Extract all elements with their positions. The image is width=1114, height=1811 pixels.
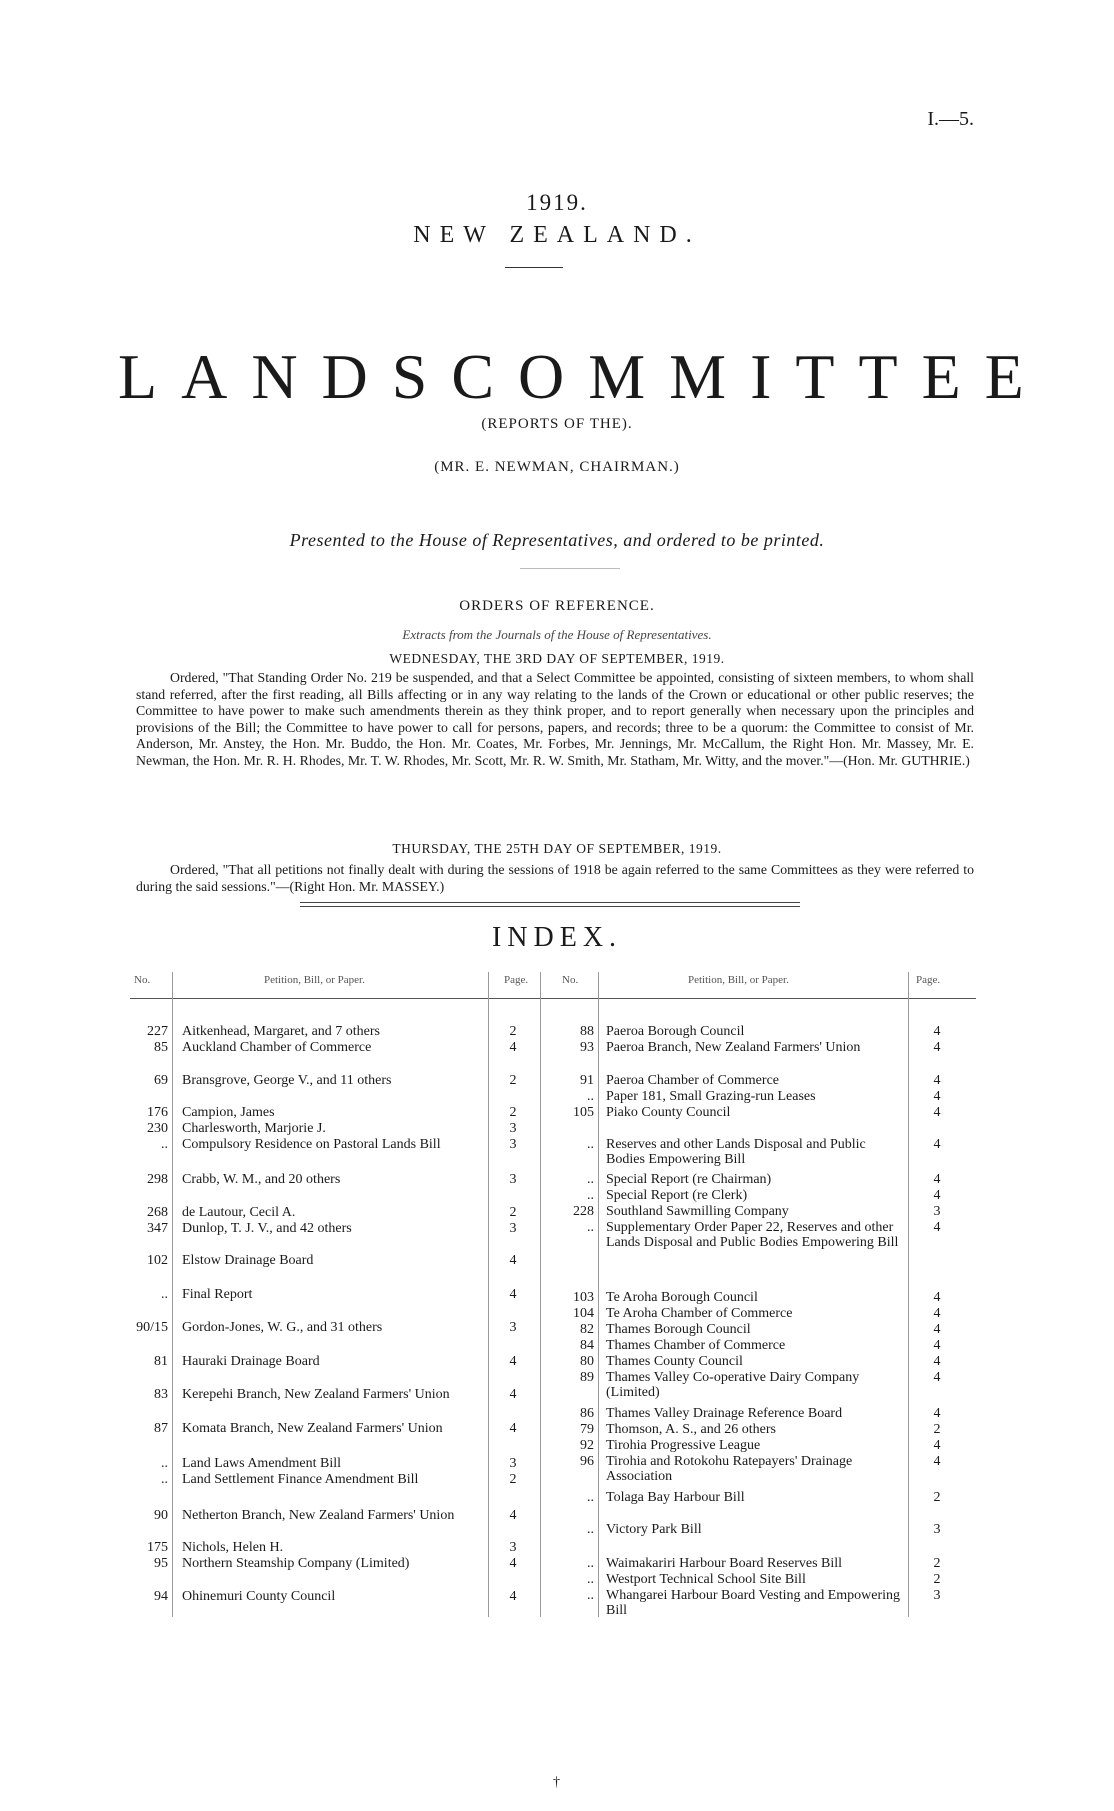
index-entry-name: Thames Borough Council (606, 1322, 751, 1337)
index-page: 4 (933, 1306, 941, 1321)
index-entry-name: Thomson, A. S., and 26 others (606, 1422, 776, 1437)
index-number: .. (587, 1188, 594, 1203)
index-page: 3 (933, 1204, 941, 1219)
index-page: 3 (509, 1540, 517, 1555)
index-number: .. (587, 1556, 594, 1571)
column-divider (598, 972, 599, 1617)
header-petition-left: Petition, Bill, or Paper. (264, 974, 365, 986)
index-entry-name: Paeroa Branch, New Zealand Farmers' Union (606, 1040, 861, 1055)
index-number: 102 (147, 1253, 168, 1268)
index-page: 2 (933, 1556, 941, 1571)
index-number: .. (161, 1472, 168, 1487)
index-page: 4 (509, 1556, 517, 1571)
index-page: 4 (933, 1172, 941, 1187)
index-number: .. (161, 1137, 168, 1152)
index-entry-name: Special Report (re Chairman) (606, 1172, 772, 1187)
index-entry-name: Tirohia and Rotokohu Ratepayers' Drainage Association (606, 1454, 853, 1485)
index-page: 4 (933, 1089, 941, 1104)
index-entry-name: Southland Sawmilling Company (606, 1204, 789, 1219)
index-entry-name: Gordon-Jones, W. G., and 31 others (182, 1320, 383, 1335)
index-entry-name: Land Laws Amendment Bill (182, 1456, 342, 1471)
index-number: 230 (147, 1121, 168, 1136)
divider (520, 568, 620, 569)
index-number: 91 (580, 1073, 594, 1088)
index-entry-name: Special Report (re Clerk) (606, 1188, 748, 1203)
index-number: 93 (580, 1040, 594, 1055)
index-number: 87 (154, 1421, 168, 1436)
index-number: 176 (147, 1105, 168, 1120)
order-date-1: WEDNESDAY, THE 3RD DAY OF SEPTEMBER, 1919. (389, 651, 725, 666)
index-number: .. (587, 1172, 594, 1187)
index-number: .. (587, 1588, 594, 1603)
index-entry-name: Bransgrove, George V., and 11 others (182, 1073, 392, 1088)
index-entry-name: Paeroa Borough Council (606, 1024, 745, 1039)
index-page: 4 (509, 1589, 517, 1604)
index-entry-name: Kerepehi Branch, New Zealand Farmers' Union (182, 1387, 450, 1402)
index-entry-name: Paper 181, Small Grazing-run Leases (606, 1089, 816, 1104)
index-entry-name: Supplementary Order Paper 22, Reserves and other Lands Disposal and Public Bodies Empowering Bill (606, 1220, 899, 1251)
index-page: 2 (509, 1024, 517, 1039)
index-number: 228 (573, 1204, 594, 1219)
index-entry-name: Te Aroha Borough Council (606, 1290, 758, 1305)
index-number: 104 (573, 1306, 594, 1321)
index-number: 84 (580, 1338, 594, 1353)
index-entry-name: Komata Branch, New Zealand Farmers' Union (182, 1421, 443, 1436)
index-page: 4 (933, 1290, 941, 1305)
index-entry-name: Westport Technical School Site Bill (606, 1572, 806, 1587)
orders-heading: ORDERS OF REFERENCE. (459, 598, 655, 614)
index-entry-name: de Lautour, Cecil A. (182, 1205, 296, 1220)
page-reference: I.—5. (927, 108, 974, 130)
index-entry-name: Compulsory Residence on Pastoral Lands Bill (182, 1137, 441, 1152)
index-page: 2 (933, 1572, 941, 1587)
index-entry-name: Hauraki Drainage Board (182, 1354, 320, 1369)
index-number: .. (587, 1490, 594, 1505)
index-number: .. (587, 1522, 594, 1537)
index-number: 347 (147, 1221, 168, 1236)
index-number: 86 (580, 1406, 594, 1421)
index-page: 4 (933, 1338, 941, 1353)
index-number: .. (161, 1456, 168, 1471)
index-number: 96 (580, 1454, 594, 1469)
index-page: 4 (933, 1040, 941, 1055)
index-entry-name: Paeroa Chamber of Commerce (606, 1073, 779, 1088)
index-entry-name: Northern Steamship Company (Limited) (182, 1556, 410, 1571)
subtitle: (REPORTS OF THE). (481, 416, 633, 432)
index-entry-name: Nichols, Helen H. (182, 1540, 284, 1555)
double-divider (300, 902, 800, 907)
column-divider (908, 972, 909, 1617)
index-number: 85 (154, 1040, 168, 1055)
index-number: 88 (580, 1024, 594, 1039)
index-page: 4 (933, 1406, 941, 1421)
index-page: 2 (933, 1490, 941, 1505)
column-divider (488, 972, 489, 1617)
main-title (118, 340, 1048, 414)
index-entry-name: Thames Chamber of Commerce (606, 1338, 786, 1353)
index-title: INDEX. (491, 922, 623, 953)
index-number: 175 (147, 1540, 168, 1555)
index-page: 3 (509, 1456, 517, 1471)
index-number: .. (587, 1220, 594, 1235)
index-number: .. (587, 1572, 594, 1587)
index-page: 4 (933, 1370, 941, 1385)
index-number: 90 (154, 1508, 168, 1523)
column-divider (540, 972, 541, 1617)
index-number: 94 (154, 1589, 168, 1604)
index-entry-name: Netherton Branch, New Zealand Farmers' Union (182, 1508, 455, 1523)
index-page: 3 (933, 1522, 941, 1537)
index-number: 227 (147, 1024, 168, 1039)
index-page: 4 (933, 1354, 941, 1369)
index-page: 4 (933, 1220, 941, 1235)
column-divider (172, 972, 173, 1617)
index-header-rule (130, 998, 976, 999)
index-entry-name: Crabb, W. M., and 20 others (182, 1172, 341, 1187)
index-entry-name: Tirohia Progressive League (606, 1438, 761, 1453)
index-entry-name: Te Aroha Chamber of Commerce (606, 1306, 793, 1321)
index-number: 298 (147, 1172, 168, 1187)
index-page: 3 (509, 1121, 517, 1136)
footer-mark: † (553, 1775, 560, 1790)
index-number: .. (587, 1137, 594, 1152)
index-entry-name: Thames Valley Drainage Reference Board (606, 1406, 843, 1421)
index-page: 2 (509, 1105, 517, 1120)
index-page: 4 (933, 1438, 941, 1453)
index-page: 3 (933, 1588, 941, 1603)
index-entry-name: Reserves and other Lands Disposal and Public Bodies Empowering Bill (606, 1137, 866, 1168)
index-page: 4 (509, 1253, 517, 1268)
index-entry-name: Victory Park Bill (606, 1522, 702, 1537)
index-entry-name: Waimakariri Harbour Board Reserves Bill (606, 1556, 843, 1571)
index-page: 4 (509, 1387, 517, 1402)
index-number: 105 (573, 1105, 594, 1120)
index-page: 4 (509, 1421, 517, 1436)
index-page: 3 (509, 1172, 517, 1187)
index-page: 4 (509, 1287, 517, 1302)
index-number: 69 (154, 1073, 168, 1088)
index-entry-name: Piako County Council (606, 1105, 731, 1120)
index-number: .. (587, 1089, 594, 1104)
index-entry-name: Thames County Council (606, 1354, 743, 1369)
index-page: 4 (933, 1105, 941, 1120)
year: 1919. (526, 190, 588, 215)
header-page-right: Page. (916, 974, 941, 986)
header-no-left: No. (134, 974, 151, 986)
divider (505, 267, 563, 268)
index-page: 2 (933, 1422, 941, 1437)
index-entry-name: Tolaga Bay Harbour Bill (606, 1490, 745, 1505)
order-date-2: THURSDAY, THE 25TH DAY OF SEPTEMBER, 1919. (392, 841, 722, 856)
order-paragraph-2: Ordered, "That all petitions not finally dealt with during the sessions of 1918 be again referred to the same Committees as they were referred to during the said sessions."—(Right Hon. Mr. MASSEY.) (136, 862, 974, 894)
index-page: 4 (933, 1454, 941, 1469)
index-number: 92 (580, 1438, 594, 1453)
index-page: 3 (509, 1221, 517, 1236)
presented-line: Presented to the House of Representatives, and ordered to be printed. (289, 530, 825, 550)
index-entry-name: Charlesworth, Marjorie J. (182, 1121, 326, 1136)
header-no-right: No. (562, 974, 579, 986)
chairman-line: (MR. E. NEWMAN, CHAIRMAN.) (434, 459, 680, 475)
index-page: 4 (933, 1188, 941, 1203)
index-number: 79 (580, 1422, 594, 1437)
header-page-left: Page. (504, 974, 529, 986)
index-number: .. (161, 1287, 168, 1302)
index-entry-name: Whangarei Harbour Board Vesting and Empowering Bill (606, 1588, 901, 1619)
index-page: 4 (509, 1508, 517, 1523)
index-page: 2 (509, 1472, 517, 1487)
index-number: 83 (154, 1387, 168, 1402)
index-entry-name: Aitkenhead, Margaret, and 7 others (182, 1024, 381, 1039)
title-word-lands: LANDS (118, 341, 452, 412)
index-entry-name: Auckland Chamber of Commerce (182, 1040, 372, 1055)
index-page: 4 (509, 1354, 517, 1369)
index-page: 4 (933, 1137, 941, 1152)
index-page: 4 (933, 1024, 941, 1039)
index-number: 89 (580, 1370, 594, 1385)
index-page: 3 (509, 1137, 517, 1152)
order-paragraph-1: Ordered, "That Standing Order No. 219 be suspended, and that a Select Committee be appointed, consisting of sixteen members, to whom shall stand referred, after the first reading, all Bills affecting or in any way relating to the lands of the Crown or educational or other public reserves; the Committee to have power to make such amendments therein as they think proper, and to report generally when necessary upon the principles and provisions of the Bill; the Committee to have power to call for persons, papers, and records; three to be a quorum: the Committee to consist of Mr. Anderson, Mr. Anstey, the Hon. Mr. Buddo, the Hon. Mr. Coates, Mr. Forbes, Mr. Jennings, Mr. McCallum, the Right Hon. Mr. Massey, Mr. E. Newman, the Hon. Mr. R. H. Rhodes, Mr. T. W. Rhodes, Mr. Scott, Mr. R. W. Smith, Mr. Statham, Mr. Witty, and the mover."—(Hon. Mr. GUTHRIE.) (136, 670, 974, 768)
index-number: 82 (580, 1322, 594, 1337)
header-petition-right: Petition, Bill, or Paper. (688, 974, 789, 986)
extracts-line: Extracts from the Journals of the House of Representatives. (402, 627, 712, 642)
index-entry-name: Land Settlement Finance Amendment Bill (182, 1472, 419, 1487)
index-entry-name: Dunlop, T. J. V., and 42 others (182, 1221, 352, 1236)
index-page: 4 (933, 1073, 941, 1088)
index-number: 95 (154, 1556, 168, 1571)
index-number: 103 (573, 1290, 594, 1305)
index-number: 80 (580, 1354, 594, 1369)
index-entry-name: Thames Valley Co-operative Dairy Company (Limited) (606, 1370, 860, 1401)
index-page: 3 (509, 1320, 517, 1335)
index-entry-name: Elstow Drainage Board (182, 1253, 314, 1268)
title-word-committee: COMMITTEE (451, 341, 1048, 412)
index-entry-name: Campion, James (182, 1105, 275, 1120)
index-page: 2 (509, 1205, 517, 1220)
index-page: 4 (509, 1040, 517, 1055)
index-entry-name: Ohinemuri County Council (182, 1589, 336, 1604)
country: NEW ZEALAND. (413, 222, 701, 248)
index-entry-name: Final Report (182, 1287, 253, 1302)
index-number: 90/15 (136, 1320, 168, 1335)
index-number: 81 (154, 1354, 168, 1369)
index-number: 268 (147, 1205, 168, 1220)
index-page: 4 (933, 1322, 941, 1337)
index-page: 2 (509, 1073, 517, 1088)
